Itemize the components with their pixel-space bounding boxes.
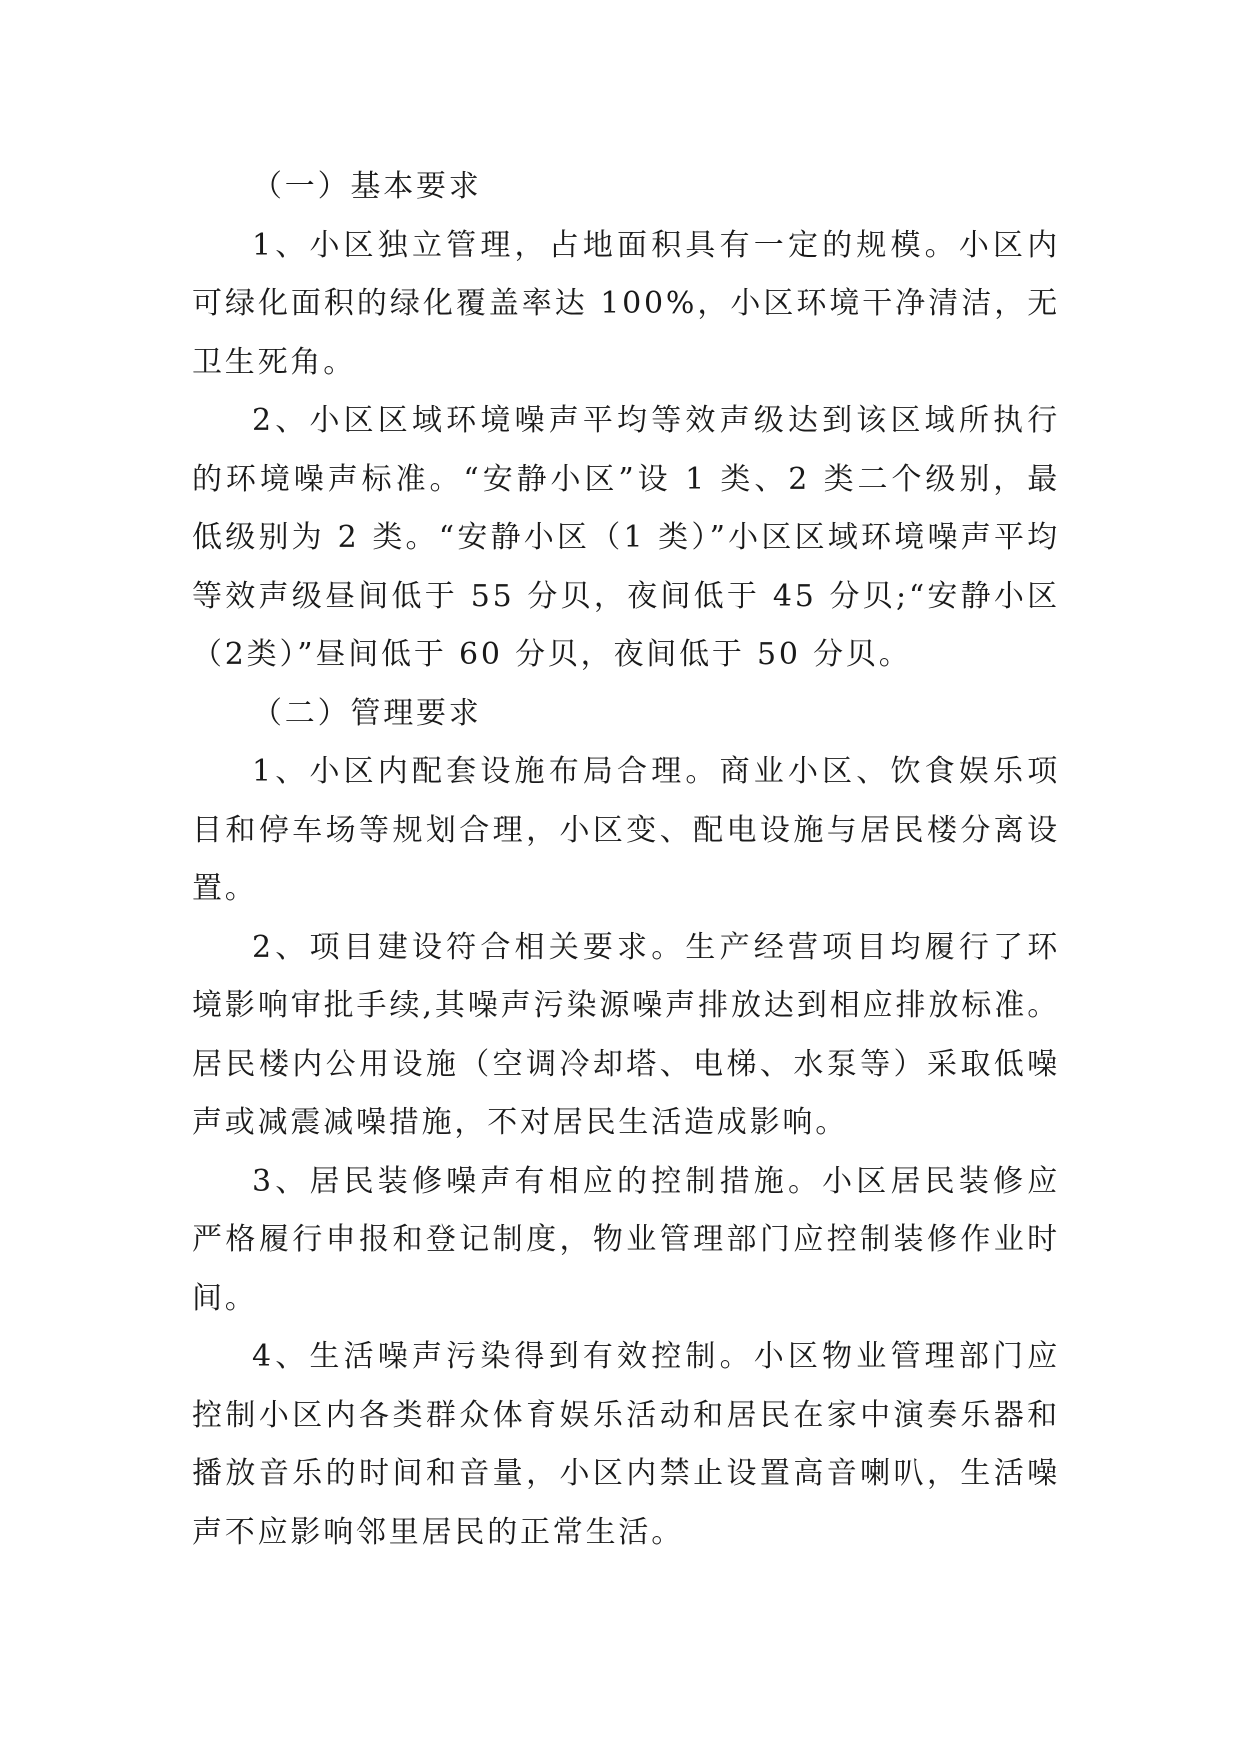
paragraph-1-1: 1、小区独立管理，占地面积具有一定的规模。小区内可绿化面积的绿化覆盖率达 100%，小区环境干净清洁，无卫生死角。 (192, 227, 1060, 380)
paragraph-1-2: 2、小区区域环境噪声平均等效声级达到该区域所执行的环境噪声标准。“安静小区”设 1 类、2 类二个级别，最低级别为 2 类。“安静小区（1 类）”小区区域环境噪声平均等效声级昼间低于 55 分贝，夜间低于 45 分贝;“安静小区（2类）”昼间低于 60 分贝，夜间低于 50 分贝。 (192, 403, 1060, 672)
document-body (192, 158, 1060, 1562)
section-heading-basic-requirements: （一）基本要求 (252, 169, 482, 204)
paragraph-2-1: 1、小区内配套设施布局合理。商业小区、饮食娱乐项目和停车场等规划合理，小区变、配电设施与居民楼分离设置。 (192, 754, 1060, 906)
section-heading-management-requirements: （二）管理要求 (252, 695, 482, 731)
paragraph-2-3: 3、居民装修噪声有相应的控制措施。小区居民装修应严格履行申报和登记制度，物业管理部门应控制装修作业时间。 (192, 1163, 1060, 1316)
paragraph-2-4: 4、生活噪声污染得到有效控制。小区物业管理部门应控制小区内各类群众体育娱乐活动和居民在家中演奏乐器和播放音乐的时间和音量，小区内禁止设置高音喇叭，生活噪声不应影响邻里居民的正常生活。 (192, 1339, 1060, 1550)
paragraph-2-2: 2、项目建设符合相关要求。生产经营项目均履行了环境影响审批手续,其噪声污染源噪声排放达到相应排放标准。居民楼内公用设施（空调冷却塔、电梯、水泵等）采取低噪声或减震减噪措施，不对居民生活造成影响。 (192, 929, 1060, 1140)
